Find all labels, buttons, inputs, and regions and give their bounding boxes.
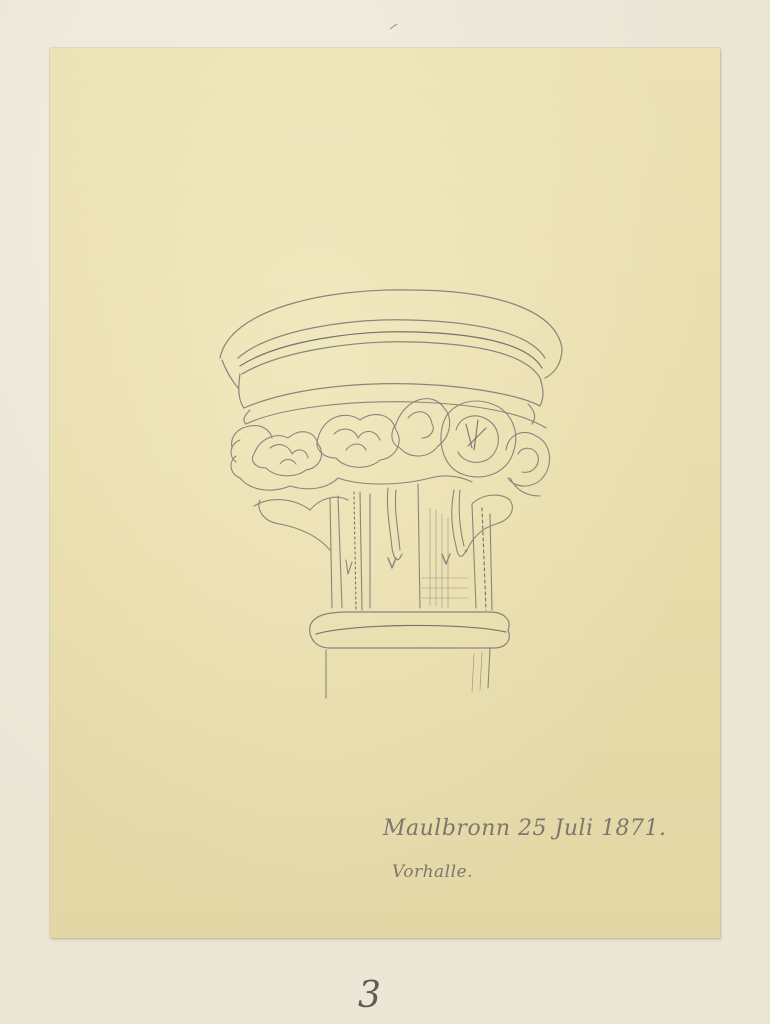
- abacus: [220, 290, 562, 424]
- shaft: [326, 648, 490, 698]
- page-number: 3: [358, 975, 381, 1016]
- drawing-sheet: [50, 48, 720, 938]
- bell: [254, 484, 512, 610]
- inscription-place-date: Maulbronn 25 Juli 1871.: [383, 816, 667, 841]
- inscription-title: Vorhalle.: [392, 862, 473, 882]
- capital-drawing: [210, 278, 580, 708]
- astragal: [310, 612, 510, 648]
- foliage-band: [231, 399, 549, 496]
